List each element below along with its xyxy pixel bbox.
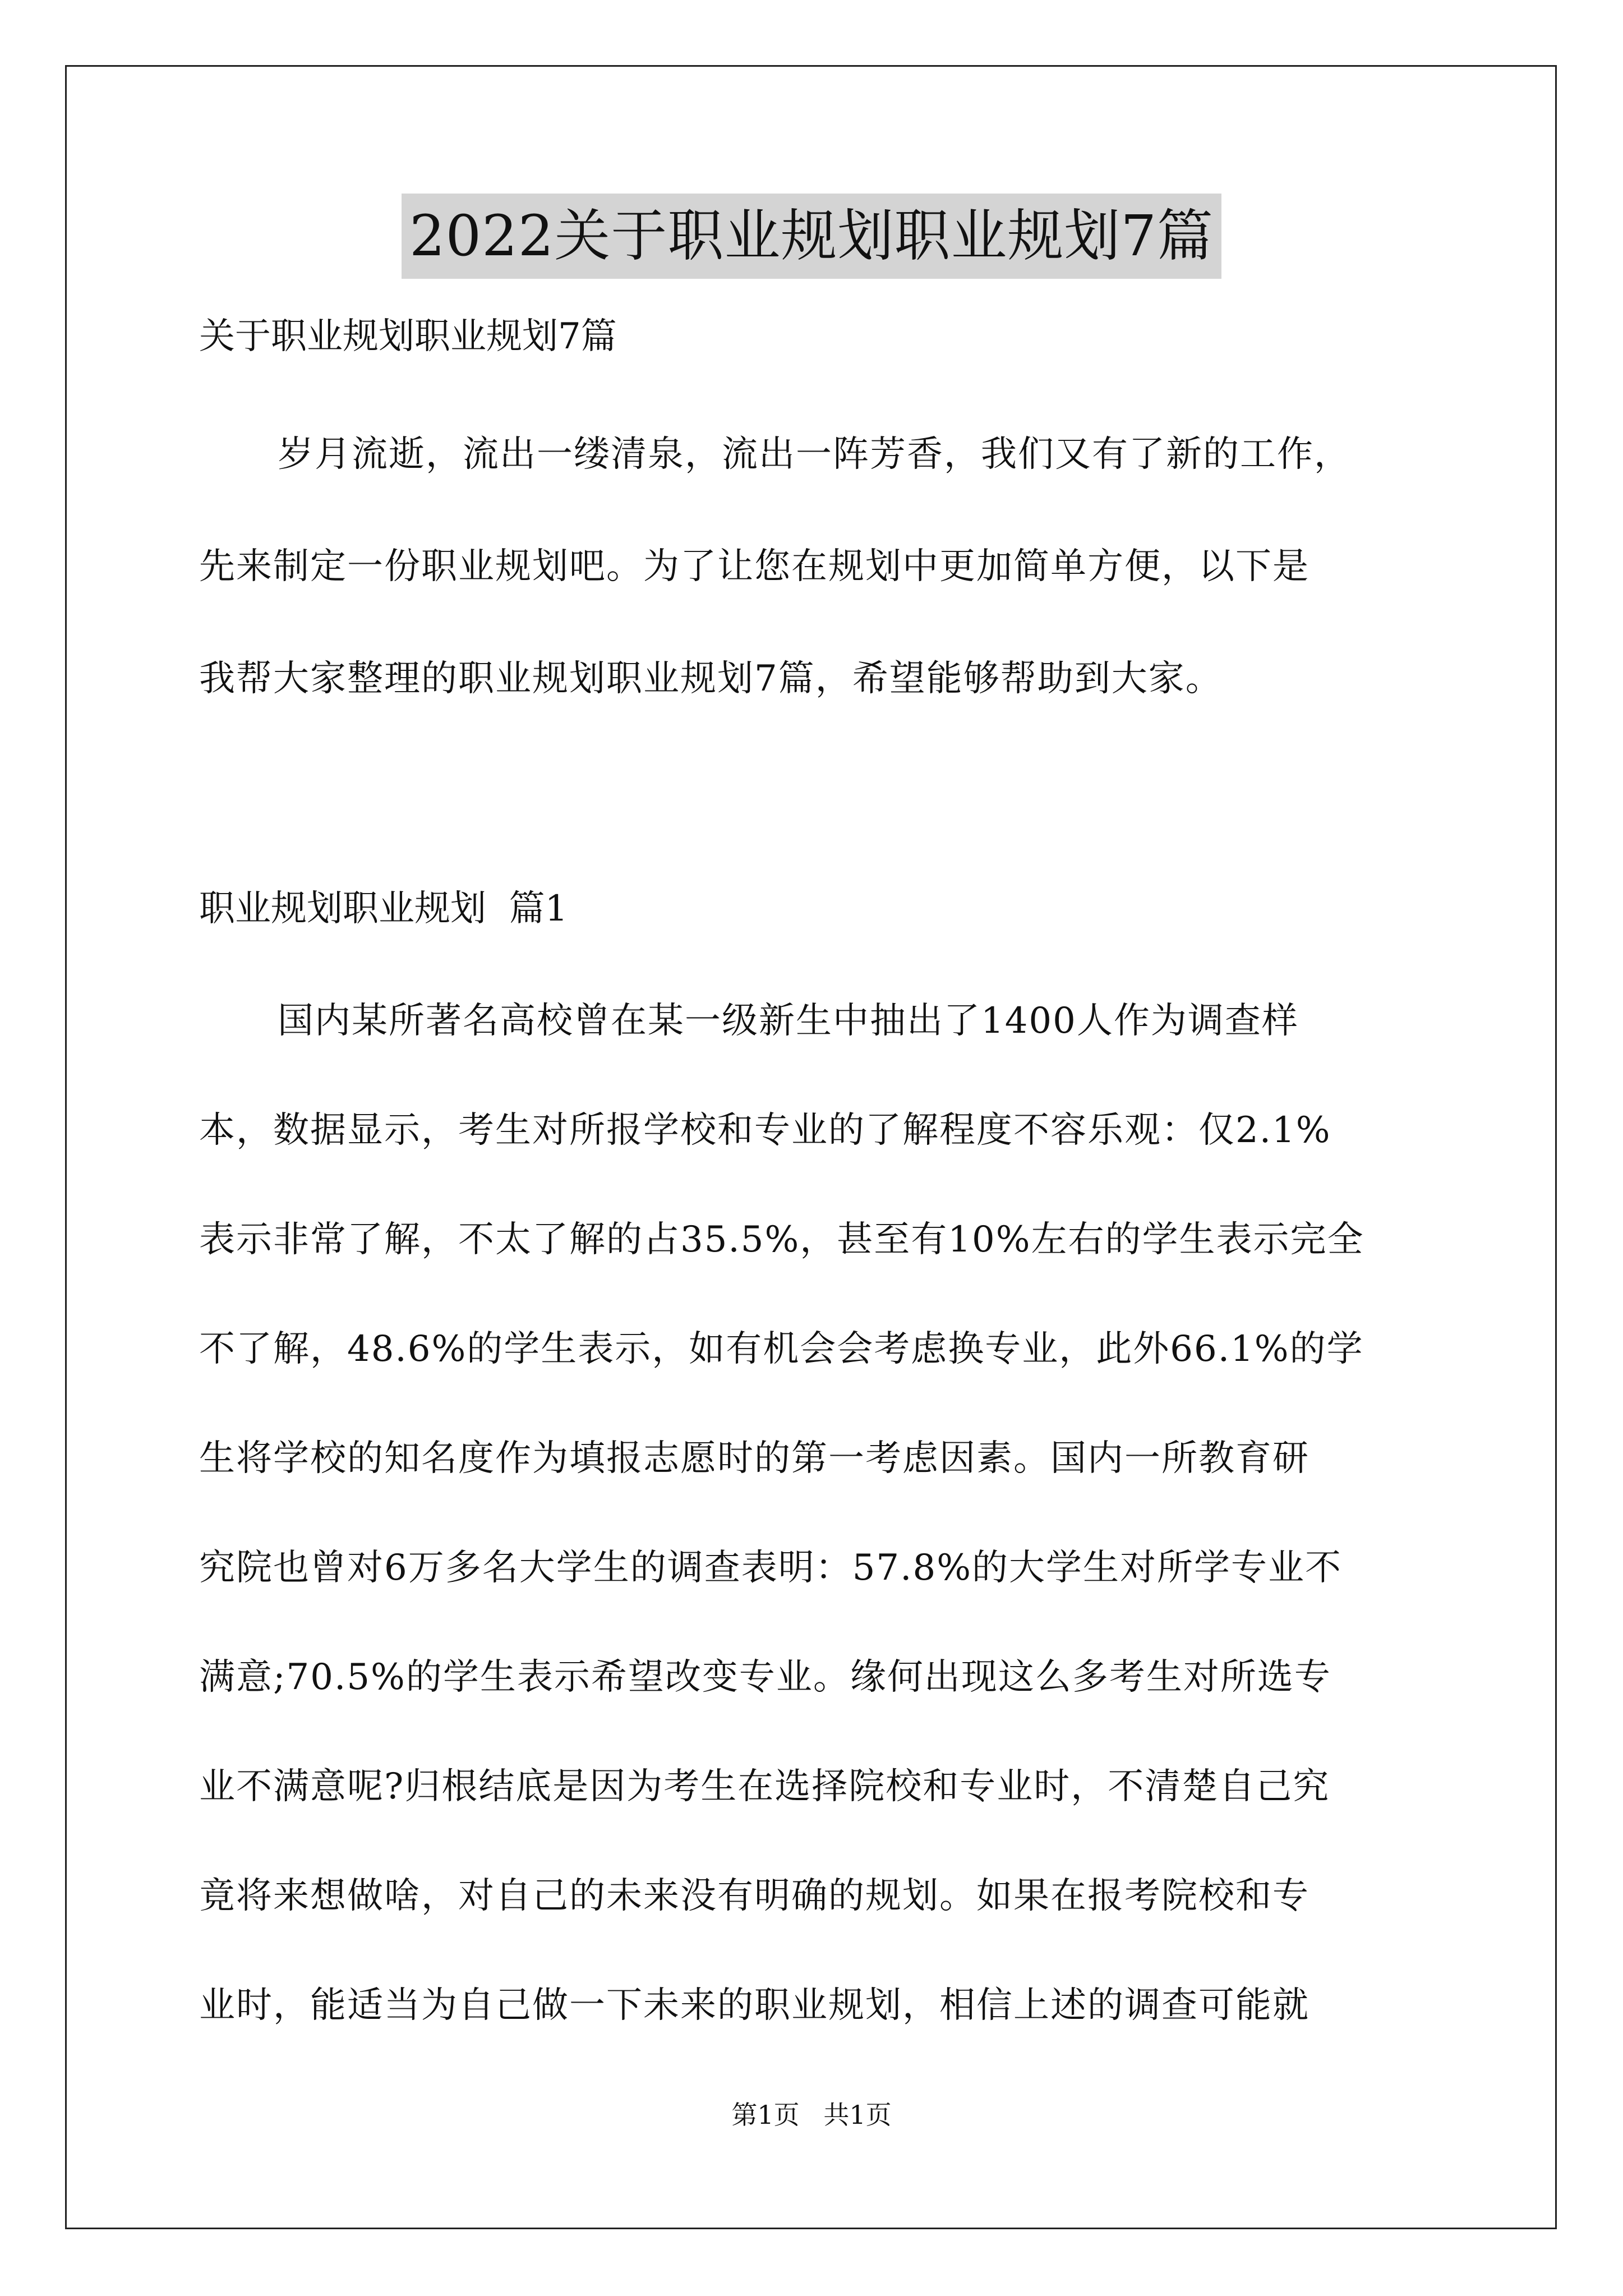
- intro-line-2: 先来制定一份职业规划吧。为了让您在规划中更加简单方便，以下是: [199, 546, 1310, 587]
- body-line-8: 业不满意呢?归根结底是因为考生在选择院校和专业时，不清楚自己究: [199, 1766, 1330, 1807]
- body-line-3: 表示非常了解，不太了解的占35.5%，甚至有10%左右的学生表示完全: [199, 1219, 1364, 1260]
- section-heading: 职业规划职业规划 篇1: [199, 888, 568, 930]
- page-total: 共1页: [823, 2100, 892, 2130]
- body-line-1: 国内某所著名高校曾在某一级新生中抽出了1400人作为调查样: [278, 1000, 1299, 1042]
- intro-line-3: 我帮大家整理的职业规划职业规划7篇，希望能够帮助到大家。: [199, 658, 1223, 700]
- document-title: 2022关于职业规划职业规划7篇: [402, 194, 1221, 279]
- title-container: [0, 194, 1623, 279]
- intro-line-1: 岁月流逝，流出一缕清泉，流出一阵芳香，我们又有了新的工作，: [278, 434, 1351, 475]
- document-subtitle: 关于职业规划职业规划7篇: [199, 316, 617, 357]
- body-line-10: 业时，能适当为自己做一下未来的职业规划，相信上述的调查可能就: [199, 1985, 1310, 2026]
- body-line-6: 究院也曾对6万多名大学生的调查表明：57.8%的大学生对所学专业不: [199, 1547, 1343, 1589]
- body-line-5: 生将学校的知名度作为填报志愿时的第一考虑因素。国内一所教育研: [199, 1438, 1310, 1479]
- page-number: 第1页: [731, 2100, 800, 2130]
- body-line-7: 满意;70.5%的学生表示希望改变专业。缘何出现这么多考生对所选专: [199, 1657, 1331, 1698]
- body-line-2: 本，数据显示，考生对所报学校和专业的了解程度不容乐观：仅2.1%: [199, 1110, 1331, 1151]
- page-footer: [0, 2098, 1623, 2132]
- body-line-4: 不了解，48.6%的学生表示，如有机会会考虑换专业，此外66.1%的学: [199, 1328, 1364, 1370]
- body-line-9: 竟将来想做啥，对自己的未来没有明确的规划。如果在报考院校和专: [199, 1875, 1310, 1917]
